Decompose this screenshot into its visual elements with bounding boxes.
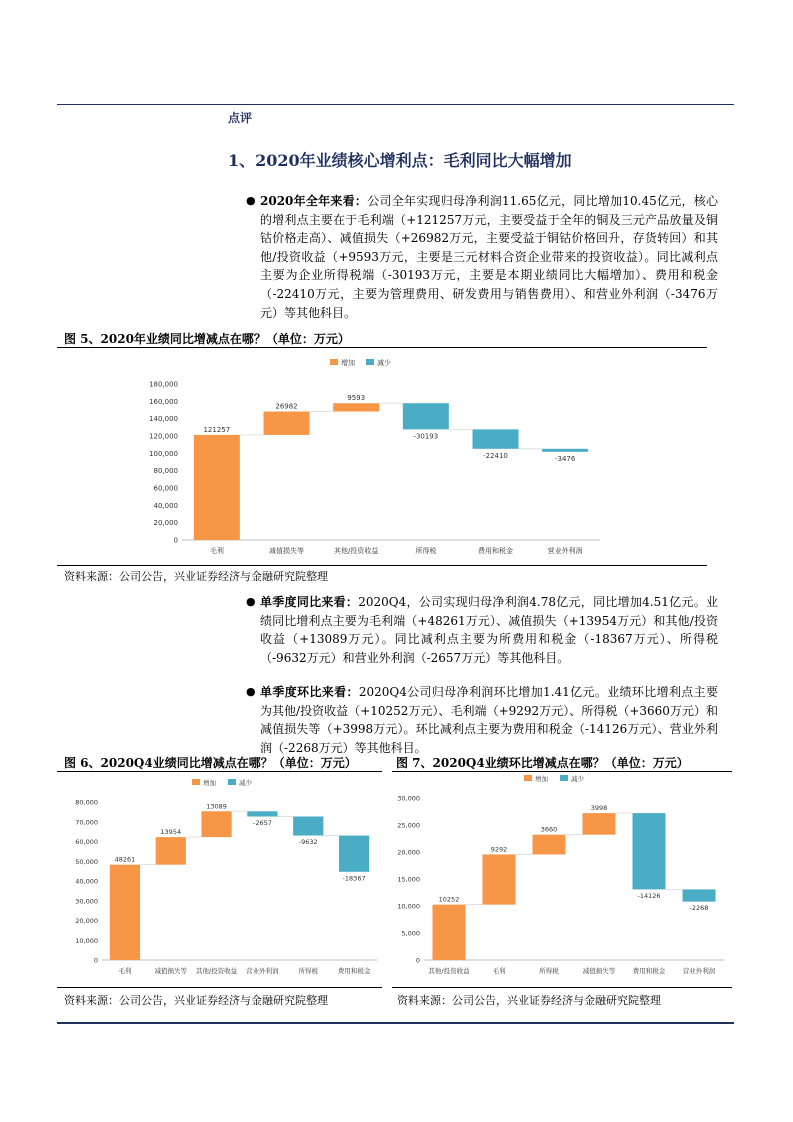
y-tick-label: 80,000 bbox=[75, 798, 98, 807]
data-label: 9292 bbox=[490, 845, 508, 854]
legend-label-decrease: 减少 bbox=[377, 359, 391, 367]
x-tick-label: 费用和税金 bbox=[632, 967, 666, 975]
data-label: -30193 bbox=[413, 432, 439, 441]
bullet-icon: ● bbox=[246, 685, 256, 698]
y-tick-label: 120,000 bbox=[149, 432, 178, 441]
chart-legend bbox=[524, 774, 585, 783]
paragraph-lead: 单季度环比来看： bbox=[260, 685, 359, 699]
paragraph-yoy bbox=[246, 593, 718, 667]
x-tick-label: 减值损失等 bbox=[582, 967, 616, 975]
footer-rule bbox=[57, 1022, 734, 1024]
y-tick-label: 60,000 bbox=[75, 838, 98, 846]
legend-swatch-decrease bbox=[560, 775, 568, 781]
data-label: 13954 bbox=[160, 828, 182, 837]
paragraph-body: 2020Q4，公司实现归母净利润4.78亿元，同比增加4.51亿元。业绩同比增利点主要为毛利端（+48261万元）、减值损失（+13954万元）和其他/投资收益（+13089万元）。同比减利点主要为所费用和税金（-18367万元）、所得税（-9632万元）和营业外利润（-2657万元）等其他科目。 bbox=[260, 595, 718, 665]
header-rule bbox=[57, 104, 734, 105]
waterfall-bar bbox=[403, 403, 449, 429]
bullet-icon: ● bbox=[246, 595, 256, 608]
y-tick-label: 20,000 bbox=[75, 917, 98, 925]
data-label: 9593 bbox=[347, 394, 366, 403]
legend-label-increase: 增加 bbox=[535, 775, 548, 783]
legend-swatch-increase bbox=[192, 779, 200, 785]
x-tick-label: 所得税 bbox=[415, 547, 437, 555]
y-tick-label: 80,000 bbox=[153, 467, 178, 476]
y-tick-label: 40,000 bbox=[75, 877, 98, 886]
y-tick-label: 15,000 bbox=[397, 875, 420, 884]
waterfall-bar bbox=[156, 837, 186, 865]
paragraph-lead: 单季度同比来看： bbox=[260, 595, 359, 609]
waterfall-bar bbox=[633, 813, 666, 889]
data-label: -9632 bbox=[298, 838, 318, 847]
section-heading: 1、2020年业绩核心增利点：毛利同比大幅增加 bbox=[228, 151, 572, 170]
data-label: -18367 bbox=[342, 874, 366, 883]
y-tick-label: 160,000 bbox=[149, 397, 178, 406]
y-tick-label: 20,000 bbox=[153, 519, 178, 528]
data-label: 48261 bbox=[114, 855, 136, 864]
paragraph-lead: 2020年全年来看： bbox=[260, 194, 368, 208]
figure-title: 图 6、2020Q4业绩同比增减点在哪？（单位：万元） bbox=[64, 756, 357, 770]
legend-label-increase: 增加 bbox=[203, 779, 216, 787]
waterfall-bar bbox=[542, 449, 588, 452]
y-tick-label: 10,000 bbox=[397, 902, 420, 911]
legend-swatch-increase bbox=[524, 775, 532, 781]
data-label: 10252 bbox=[438, 895, 460, 904]
x-tick-label: 毛利 bbox=[492, 967, 506, 975]
y-tick-label: 0 bbox=[415, 956, 420, 965]
waterfall-chart-fig7 bbox=[394, 774, 729, 982]
waterfall-bar bbox=[264, 412, 310, 435]
x-tick-label: 减值损失等 bbox=[154, 967, 187, 975]
legend-label-increase: 增加 bbox=[341, 359, 355, 367]
y-tick-label: 10,000 bbox=[75, 936, 98, 945]
data-label: 3660 bbox=[540, 825, 558, 834]
y-tick-label: 100,000 bbox=[149, 449, 178, 458]
data-label: 121257 bbox=[203, 425, 231, 434]
waterfall-bar bbox=[110, 865, 140, 960]
paragraph-body: 2020Q4公司归母净利润环比增加1.41亿元。业绩环比增利点主要为其他/投资收益（+10252万元）、毛利端（+9292万元）、所得税（+3660万元）和减值损失等（+3998万元）。环比减利点主要为费用和税金（-14126万元）、营业外利润（-2268万元）等其他科目。 bbox=[260, 685, 718, 755]
legend-label-decrease: 减少 bbox=[571, 775, 584, 783]
y-tick-label: 180,000 bbox=[149, 380, 178, 389]
data-label: -3476 bbox=[554, 454, 576, 463]
x-tick-label: 营业外利润 bbox=[682, 967, 716, 975]
y-tick-label: 40,000 bbox=[153, 501, 178, 510]
y-tick-label: 30,000 bbox=[397, 794, 420, 803]
waterfall-bar bbox=[247, 811, 277, 816]
data-label: -22410 bbox=[483, 451, 508, 460]
chart-legend bbox=[330, 358, 391, 367]
waterfall-bar bbox=[473, 429, 519, 448]
waterfall-bar bbox=[683, 889, 716, 901]
x-tick-label: 所得税 bbox=[298, 967, 318, 975]
figure-rule bbox=[57, 771, 382, 772]
paragraph-qoq bbox=[246, 683, 718, 757]
section-tag: 点评 bbox=[228, 111, 253, 125]
data-label: -2268 bbox=[689, 904, 709, 913]
legend-swatch-decrease bbox=[366, 359, 374, 365]
waterfall-bar bbox=[339, 836, 369, 872]
y-tick-label: 70,000 bbox=[75, 818, 98, 827]
figure-rule bbox=[57, 347, 707, 348]
y-tick-label: 0 bbox=[93, 956, 98, 965]
data-label: -14126 bbox=[637, 891, 661, 900]
waterfall-bar bbox=[293, 817, 323, 836]
y-tick-label: 50,000 bbox=[75, 857, 98, 866]
paragraph-body: 公司全年实现归母净利润11.65亿元，同比增加10.45亿元，核心的增利点主要在于毛利端（+121257万元，主要受益于全年的铜及三元产品放量及铜钴价格走高）、减值损失（+26982万元，主要受益于铜钴价格回升，存货转回）和其他/投资收益（+9593万元，主要是三元材料合资企业带来的投资收益）。同比减利点主要为企业所得税端（-30193万元，主要是本期业绩同比大幅增加）、费用和税金（-22410万元，主要为管理费用、研发费用与销售费用）、和营业外利润（-3476万元）等其他科目。 bbox=[260, 194, 718, 320]
waterfall-bar bbox=[333, 403, 379, 411]
y-tick-label: 0 bbox=[173, 536, 178, 545]
y-tick-label: 5,000 bbox=[401, 929, 420, 938]
x-tick-label: 费用和税金 bbox=[337, 967, 371, 975]
y-tick-label: 25,000 bbox=[397, 821, 420, 830]
figure-title: 图 5、2020年业绩同比增减点在哪？（单位：万元） bbox=[64, 332, 350, 346]
chart-legend bbox=[192, 778, 253, 787]
figure-source: 资料来源：公司公告，兴业证券经济与金融研究院整理 bbox=[64, 570, 328, 583]
figure-title: 图 7、2020Q4业绩环比增减点在哪？（单位：万元） bbox=[396, 756, 689, 770]
waterfall-chart-fig5 bbox=[120, 352, 610, 562]
x-tick-label: 其他/投资收益 bbox=[195, 967, 238, 975]
y-tick-label: 140,000 bbox=[149, 415, 178, 424]
figure-rule bbox=[57, 987, 382, 988]
x-tick-label: 毛利 bbox=[209, 547, 224, 555]
data-label: -2657 bbox=[252, 819, 272, 828]
x-tick-label: 减值损失等 bbox=[269, 547, 304, 555]
data-label: 3998 bbox=[590, 804, 608, 813]
y-tick-label: 60,000 bbox=[153, 484, 178, 493]
x-tick-label: 所得税 bbox=[539, 967, 559, 975]
paragraph-annual bbox=[246, 192, 718, 322]
y-tick-label: 30,000 bbox=[75, 897, 98, 906]
x-tick-label: 营业外利润 bbox=[246, 967, 279, 975]
figure-rule bbox=[392, 771, 732, 772]
x-tick-label: 其他/投资收益 bbox=[333, 547, 379, 555]
figure-source: 资料来源：公司公告，兴业证券经济与金融研究院整理 bbox=[397, 994, 661, 1007]
data-label: 13089 bbox=[206, 802, 227, 811]
figure-source: 资料来源：公司公告，兴业证券经济与金融研究院整理 bbox=[64, 994, 328, 1007]
waterfall-bar bbox=[201, 811, 231, 837]
legend-label-decrease: 减少 bbox=[239, 779, 252, 787]
waterfall-bar bbox=[533, 835, 566, 855]
x-tick-label: 费用和税金 bbox=[478, 547, 513, 555]
legend-swatch-decrease bbox=[228, 779, 236, 785]
waterfall-bar bbox=[583, 813, 616, 835]
bullet-icon: ● bbox=[246, 194, 256, 207]
figure-rule bbox=[57, 565, 707, 566]
waterfall-chart-fig6 bbox=[62, 774, 382, 982]
figure-rule bbox=[392, 987, 732, 988]
data-label: 26982 bbox=[275, 402, 298, 411]
waterfall-bar bbox=[194, 435, 240, 540]
y-tick-label: 20,000 bbox=[397, 848, 420, 857]
waterfall-bar bbox=[483, 854, 516, 904]
x-tick-label: 其他/投资收益 bbox=[428, 967, 470, 975]
waterfall-bar bbox=[433, 905, 466, 960]
x-tick-label: 营业外利润 bbox=[547, 547, 583, 555]
legend-swatch-increase bbox=[330, 359, 338, 365]
x-tick-label: 毛利 bbox=[118, 967, 132, 975]
